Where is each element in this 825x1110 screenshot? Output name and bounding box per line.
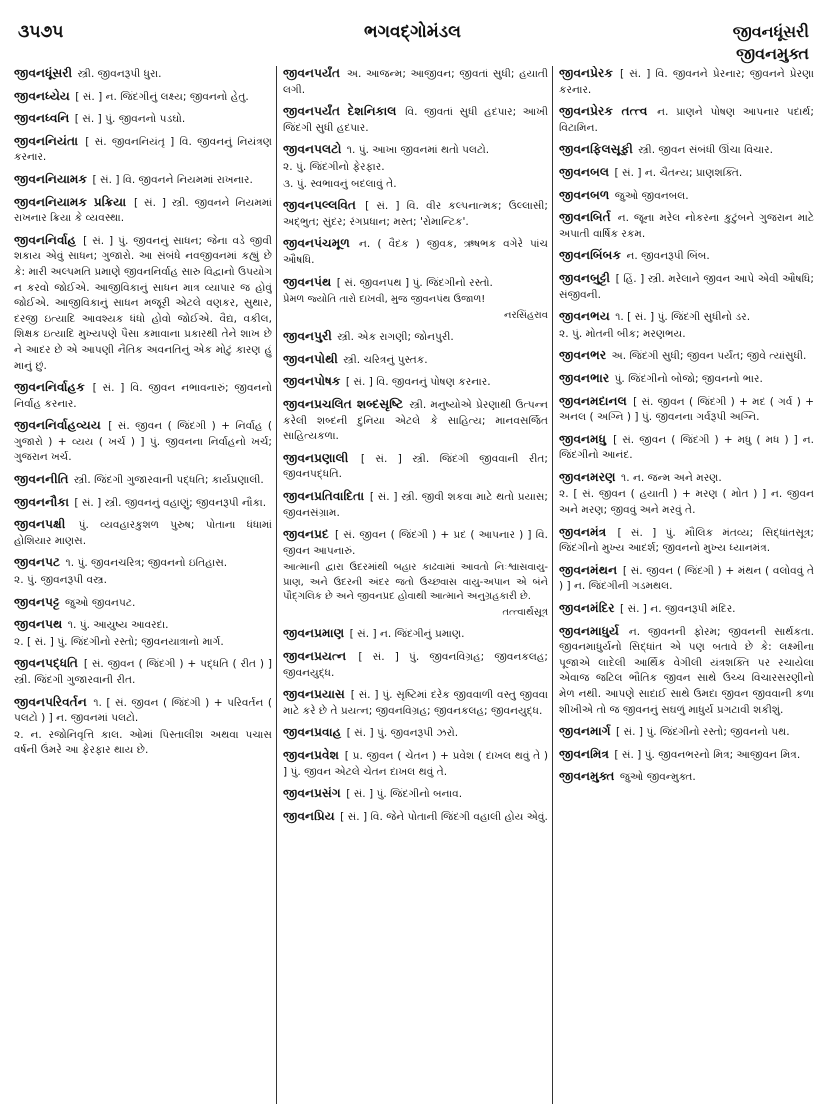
definition: [ સં. ] પું. જીવનવિગ્રહ; જીવનકલહ; જીવનયુદ્ધ. <box>283 651 548 679</box>
column-2 <box>276 66 548 1104</box>
sub-sense: ૨. [ સં. ] પું. જિંદગીનો રસ્તો; જીવનયાત્રાનો માર્ગ. <box>14 635 224 648</box>
dictionary-entry <box>559 142 814 159</box>
dictionary-entry <box>559 371 814 388</box>
page-header <box>0 0 825 62</box>
headword: જીવનપદ્ધતિ <box>14 656 78 671</box>
definition: સ્ત્રી. એક રાગણી; જોનપુરી. <box>337 331 454 344</box>
dictionary-entry <box>14 656 272 688</box>
definition: [ સં. જીવન ( જિંદગી ) + મધુ ( મધ ) ] ન. જિંદગીનો આનંદ. <box>559 433 814 462</box>
dictionary-entry <box>14 89 272 106</box>
definition: ૧. ન. જન્મ અને મરણ. <box>621 471 722 484</box>
dictionary-entry <box>559 309 814 342</box>
dictionary-entry <box>559 165 814 182</box>
dictionary-entry <box>14 495 272 512</box>
headword: જીવનમદાનલ <box>559 393 627 408</box>
definition: [ સં. ] ન. જિંદગીનું લક્ષ્ય; જીવનનો હેતુ. <box>75 90 249 103</box>
definition: જુઓ જીવન્મુક્ત. <box>619 771 696 784</box>
definition: ૧. પું. આયુષ્ય આવરદા. <box>67 619 169 632</box>
headword: જીવનમરણ <box>559 469 616 484</box>
dictionary-entry <box>14 380 272 412</box>
dictionary-entry <box>283 275 548 324</box>
headword: જીવનપ્રયત્ન <box>283 649 347 664</box>
headword: જીવનપલ્લવિત <box>283 198 357 213</box>
dictionary-entry <box>14 695 272 759</box>
headword: જીવનબલ <box>559 164 610 179</box>
headword: જીવનપટ <box>14 555 61 570</box>
sub-sense: ૨. [ સં. જીવન ( હયાતી ) + મરણ ( મોત ) ] ન. જીવન અને મરણ; જીવવું અને મરવું તે. <box>559 488 814 517</box>
dictionary-entry <box>14 172 272 189</box>
definition: [ સં. ] પું. જિંદગીનો રસ્તો; જીવનનો પથ. <box>616 726 790 739</box>
definition: [ સં. ] પું. જીવનભરનો મિત્ર; આજીવન મિત્ર. <box>614 748 801 761</box>
sub-sense: ૨. પું. મોતની બીક; મરણભય. <box>559 327 686 340</box>
headword: જીવનભય <box>559 309 610 324</box>
dictionary-entry <box>14 418 272 466</box>
definition: જુઓ જીવનબલ. <box>614 189 689 202</box>
definition: [ સં. ] ન. ચૈતન્ય; પ્રાણશક્તિ. <box>614 166 743 179</box>
headword: જીવનનિયામક <box>14 171 88 186</box>
dictionary-entry <box>14 472 272 489</box>
headword: જીવનબળ <box>559 187 610 202</box>
definition: [ સં. જીવનનિયંતૃ ] વિ. જીવનનું નિયંત્રણ કરનાર. <box>14 135 272 164</box>
definition: [ સં. ] સ્ત્રી. જીવી શકવા માટે થતો પ્રયાસ; જીવનસંગ્રામ. <box>283 490 548 519</box>
headword: જીવનફિલસૂફી <box>559 142 633 157</box>
headword: જીવનમાધુર્ય <box>559 623 620 638</box>
dictionary-entry <box>559 188 814 205</box>
headword: જીવનપ્રમાણ <box>283 626 345 641</box>
definition: [ સં. ] ન. જિંદગીનું પ્રમાણ. <box>349 628 465 641</box>
definition: [ સં. જીવન ( જિંદગી ) + મંથન ( વલોવવું તે ) ] ન. જિંદગીની ગડમથલ. <box>559 564 814 593</box>
definition: વિ. જીવતાં સુધી હદપાર; આખી જિંદગી સુધી હદપાર. <box>283 106 548 134</box>
dictionary-entry <box>559 470 814 519</box>
column-3 <box>552 66 814 1104</box>
headword: જીવનપુરી <box>283 329 332 344</box>
dictionary-title: ભગવદ્‌ગોમંડલ <box>364 22 461 42</box>
headword: જીવનપ્રદ <box>283 527 329 542</box>
headword: જીવનપ્રણાલી <box>283 450 349 465</box>
headword: જીવનબિંબક <box>559 248 622 263</box>
headword: જીવનભર <box>559 348 607 363</box>
dictionary-entry <box>559 724 814 741</box>
dictionary-entry <box>283 626 548 643</box>
definition: સ્ત્રી. જિંદગી ગુજારવાની પદ્ધતિ; કાર્યપ્રણાલી. <box>73 474 264 487</box>
definition: [ હિં. ] સ્ત્રી. મરેલાને જીવન આપે એવી ઔષધિ; સંજીવની. <box>559 272 814 301</box>
dictionary-entry <box>14 134 272 166</box>
definition: [ સં. ] પું. મૌલિક મંતવ્ય; સિદ્ધાંતસૂત્ર; જિંદગીનો મુખ્ય આદર્શ; જીવનનો મુખ્ય ધ્યાનમંત્ર. <box>559 526 814 555</box>
dictionary-entry <box>14 595 272 612</box>
headword: જીવનનૌકા <box>14 494 69 509</box>
dictionary-entry <box>283 687 548 719</box>
headword: જીવનપ્રિય <box>283 808 335 823</box>
headword: જીવનપ્રચલિત શબ્દસૃષ્ટિ <box>283 397 404 411</box>
definition: [ સં. ] સ્ત્રી. જિંદગી જીવવાની રીત; જીવનપદ્ધતિ. <box>283 452 548 481</box>
definition: પું. વ્યવહારકુશળ પુરુષ; પોતાના ધંધામાં હોશિયાર માણસ. <box>14 519 272 547</box>
definition: [ સં. ] સ્ત્રી. જીવનનું વહાણું; જીવનરૂપી નૌકા. <box>74 496 267 509</box>
dictionary-entry <box>559 271 814 303</box>
dictionary-entry <box>283 236 548 268</box>
dictionary-entry <box>283 649 548 681</box>
definition: સ્ત્રી. જીવન સંબંધી ઊંચા વિચાર. <box>638 144 773 157</box>
headword: જીવનપર્યંત <box>283 66 341 80</box>
headword: જીવનધ્વનિ <box>14 111 70 126</box>
quotation-source: નરસિંહરાવ <box>504 309 548 321</box>
headword: જીવનમુક્ત <box>559 769 615 784</box>
definition: [ સં. જીવન ( જિંદગી ) + મદ ( ગર્વ ) + અનલ ( અગ્નિ ) ] પું. જીવનના ગર્વરૂપી અગ્નિ. <box>559 395 814 424</box>
headword: જીવનપંથ <box>283 274 332 289</box>
headword: જીવનબુટ્ટી <box>559 270 611 285</box>
dictionary-entry <box>559 432 814 464</box>
definition: ન. પ્રાણને પોષણ આપનાર પદાર્થ; વિટામિન. <box>559 106 814 134</box>
definition: ન. જૂના મરેલ નોકરના કુટુંબને ગુજરાન માટે અપાતી વાર્ષિક રકમ. <box>559 212 814 240</box>
dictionary-entry <box>14 555 272 588</box>
definition: [ પ્ર. જીવન ( ચેતન ) + પ્રવેશ ( દાખલ થવું તે ) ] પું. જીવન એટલે ચેતન દાખલ થવું તે. <box>283 750 548 778</box>
definition: [ સં. ] ન. જીવનરૂપી મંદિર. <box>619 603 736 616</box>
sub-sense: ૨. ન. રજોનિવૃત્તિ કાલ. ઓમાં પિસ્તાલીશ અથવા પચાસ વર્ષની ઉંમરે આ ફેરફાર થાય છે. <box>14 728 272 757</box>
headword: જીવનપરિવર્તન <box>14 694 87 709</box>
definition: ૧. [ સં. જીવન ( જિંદગી ) + પરિવર્તન ( પલટો ) ] ન. જીવનમાં પલટો. <box>14 696 272 725</box>
headword: જીવનનીતિ <box>14 472 69 487</box>
definition: ૧. પું. આખા જીવનમાં થતો પલટો. <box>346 144 490 157</box>
definition: [ સં. ] પું. જિંદગીનો બનાવ. <box>346 788 463 801</box>
definition: [ સં. જીવનપથ ] પું. જિંદગીનો રસ્તો. <box>336 276 493 289</box>
dictionary-entry <box>283 329 548 346</box>
dictionary-entry <box>559 348 814 365</box>
definition: [ સં. ] પું. જીવનનું સાધન; જેના વડે જીવી શકાય એવું સાધન; ગુજારો. આ સંબંધે નવજીવનમાં કહ્યું છે કે: મારી અલ્પમતિ પ્રમાણે જીવનનિર્વાહ સારુ વિદ્વાનો ઉપયોગ ન કરવો જોઈએ. આજીવિકાનું સાધન માત્ર વ્યાપાર જ હોવું જોઈએ. આજીવિકાનું સાધન મજૂરી એટલે વણકર, સુથાર, દરજી ઇત્યાદિ આવશ્યક ધંધો હોવો જોઈએ. વૈદ્ય, વકીલ, શિક્ષક ઇત્યાદિ મુખ્યપણે પૈસા કમાવાના પ્રકારથી તેને શાખ છે ને આદર છે એ આપણી નૈતિક અવનતિનું એક મોટું કારણ હું માનું છું. <box>14 234 272 372</box>
dictionary-entry <box>559 104 814 136</box>
headword: જીવનનિયામક પ્રક્રિયા <box>14 194 127 209</box>
definition: [ સં. જીવન ( જિંદગી ) + પ્રદ ( આપનાર ) ] વિ. જીવન આપનારું. <box>283 529 548 557</box>
headword: જીવનપ્રયાસ <box>283 687 345 702</box>
guideword-last: જીવનમુક્ત <box>736 44 809 63</box>
headword: જીવનનિર્વાહક <box>14 380 85 395</box>
headword: જીવનપક્ષી <box>14 517 66 532</box>
definition: પું. જિંદગીનો બોજો; જીવનનો ભાર. <box>614 372 763 385</box>
dictionary-entry <box>559 563 814 595</box>
definition: [ સં. ] વિ. વીર કલ્પનાત્મક; ઉલ્લાસી; અદ્‌ભુત; સુંદર; રંગપ્રધાન; મસ્ત; 'રોમાન્ટિક'. <box>283 200 548 228</box>
dictionary-entry <box>283 489 548 521</box>
definition: ૧. [ સં. ] પું. જિંદગી સુધીનો ડર. <box>615 311 751 324</box>
definition: [ સં. ] સ્ત્રી. જીવનને નિયમમાં રાખનાર ક્રિયા કે વ્યવસ્થા. <box>14 196 272 225</box>
dictionary-entry <box>14 617 272 650</box>
definition: [ સં. ] વિ. જીવનનું પોષણ કરનાર. <box>345 376 491 389</box>
headword: જીવનપ્રેરક તત્ત્વ <box>559 104 648 119</box>
definition: [ સં. ] વિ. જીવન નભાવનારું; જીવનનો નિર્વાહ કરનાર. <box>14 382 272 410</box>
page-number: ૩૫૭૫ <box>18 22 64 42</box>
headword: જીવનબિર્ત <box>559 210 611 225</box>
dictionary-entry <box>14 517 272 549</box>
definition: ૧. પું. જીવનચરિત્ર; જીવનનો ઇતિહાસ. <box>65 557 228 570</box>
headword: જીવનમાર્ગ <box>559 724 611 739</box>
dictionary-entry <box>559 624 814 719</box>
sub-sense: ૨. પું. જિંદગીનો ફેરફાર. <box>283 160 385 173</box>
headword: જીવનમિત્ર <box>559 746 609 761</box>
headword: જીવનપ્રવાહ <box>283 725 342 740</box>
definition: સ્ત્રી. ચરિત્રનું પુસ્તક. <box>343 353 428 366</box>
dictionary-entry <box>283 104 548 136</box>
headword: જીવનનિયંતા <box>14 133 79 148</box>
sub-sense: ૨. પું. જીવનરૂપી વસ્ત્ર. <box>14 574 107 587</box>
dictionary-entry <box>14 195 272 227</box>
definition: [ સં. જીવન ( જિંદગી ) + પદ્ધતિ ( રીત ) ] સ્ત્રી. જિંદગી ગુજારવાની રીત. <box>14 658 272 686</box>
dictionary-entry <box>283 451 548 483</box>
definition: [ સં. ] પું. સૃષ્ટિમાં દરેક જીવવાળી વસ્તુ જીવવા માટે કરે છે તે પ્રયત્ન; જીવનવિગ્રહ; જીવનકલહ; જીવનયુદ્ધ. <box>283 689 548 717</box>
headword: જીવનધ્યેય <box>14 88 70 103</box>
definition: [ સં. ] વિ. જીવનને નિયમમાં રાખનાર. <box>92 173 253 186</box>
definition: અ. જિંદગી સુધી; જીવન પર્યંત; જીવે ત્યાંસુધી. <box>611 350 807 363</box>
definition: [ સં. ] વિ. જેને પોતાની જિંદગી વહાલી હોય એવું. <box>340 810 548 823</box>
dictionary-entry <box>559 248 814 265</box>
definition: [ સં. ] વિ. જીવનને પ્રેરનાર; જીવનને પ્રેરણા કરનાર. <box>559 68 814 96</box>
headword: જીવનમંથન <box>559 562 618 577</box>
dictionary-entry <box>283 748 548 780</box>
definition: જુઓ જીવનપટ. <box>65 596 136 609</box>
dictionary-entry <box>14 66 272 83</box>
dictionary-entry <box>559 394 814 426</box>
dictionary-entry <box>283 397 548 445</box>
quotation-source: તત્ત્વાર્થસૂત્ર <box>502 606 548 618</box>
dictionary-entry <box>283 198 548 230</box>
dictionary-entry <box>283 786 548 803</box>
column-1 <box>14 66 272 1104</box>
dictionary-entry <box>559 525 814 557</box>
headword: જીવનમંત્ર <box>559 524 607 539</box>
definition: ન. જીવનની ફોરમ; જીવનની સાર્થકતા. જીવનમાધુર્યનો સિદ્ધાંત એ પણ બતાવે છે કે: લક્ષ્મીના પૂજાએ લાદેલી આર્થિક વેગીલી યંત્રશક્તિ પર રચાયેલા એવાજ જટિલ ભૌતિક જીવન સાથે ઉચ્ચ વિચારસરણીનો મેળ નથી. આપણે સાદાઈ સાથે ઉમદા જીવન જીવવાની કળા શીખીએ તો જ જીવનનું સઘળું માધુર્ય પ્રગટાવી શકીશું. <box>559 625 814 716</box>
dictionary-entry <box>283 142 548 192</box>
headword: જીવનમંદિર <box>559 601 615 616</box>
definition: [ સં. જીવન ( જિંદગી ) + નિર્વાહ ( ગુજારો ) + વ્યય ( ખર્ચ ) ] પું. જીવનના નિર્વાહનો ખર્ચ; ગુજરાન ખર્ચ. <box>14 420 272 464</box>
dictionary-entry <box>559 747 814 764</box>
dictionary-entry <box>559 210 814 242</box>
dictionary-entry <box>14 233 272 374</box>
dictionary-entry <box>283 725 548 742</box>
definition: [ સં. ] પું. જીવનનો પડઘો. <box>74 113 186 126</box>
dictionary-entry <box>283 66 548 98</box>
dictionary-entry <box>283 527 548 620</box>
headword: જીવનભાર <box>559 370 610 385</box>
dictionary-entry <box>283 809 548 826</box>
headword: જીવનપ્રવેશ <box>283 748 340 762</box>
headword: જીવનપર્યંત દેશનિકાલ <box>283 104 397 119</box>
headword: જીવનપલટો <box>283 142 342 157</box>
headword: જીવનપોષક <box>283 374 341 389</box>
headword: જીવનનિર્વાહ <box>14 232 77 247</box>
headword: જીવનપ્રતિવાદિતા <box>283 488 365 503</box>
headword: જીવનપટ્ટ <box>14 594 60 609</box>
guideword-first: જીવનધૂંસરી <box>732 22 809 41</box>
definition: સ્ત્રી. મનુષ્યોએ પ્રેરણાથી ઉત્પન્ન કરેલી શબ્દની દુનિયા એટલે કે સાહિત્ય; માનવસર્જિત સાહિત્યકળા. <box>283 399 548 443</box>
headword: જીવનનિર્વાહવ્યય <box>14 418 101 433</box>
dictionary-entry <box>559 769 814 786</box>
dictionary-entry <box>283 352 548 369</box>
definition: ન. જીવનરૂપી બિંબ. <box>626 250 710 263</box>
headword: જીવનમધુ <box>559 431 607 446</box>
dictionary-entry <box>559 601 814 618</box>
definition: સ્ત્રી. જીવનરૂપી ધુરા. <box>77 68 162 80</box>
quotation: આત્માની દ્વારા ઉદરમાંથી બહાર કાઢવામાં આવતો નિઃશ્વાસવાયુ-પ્રાણ, અને ઉદરની અંદર જતો ઉચ્છ્વાસ વાયુ-અપાન એ બંને પૌદ્‌ગલિક છે અને જીવનપ્રદ હોવાથી આત્માને અનુગ્રહકારી છે. <box>283 562 548 603</box>
sub-sense: ૩. પું. સ્વભાવનું બદલાવું તે. <box>283 177 397 190</box>
headword: જીવનધૂંસરી <box>14 66 73 80</box>
headword: જીવનપંચમૂળ <box>283 236 350 251</box>
headword: જીવનપથ <box>14 617 63 632</box>
dictionary-entry <box>283 374 548 391</box>
headword: જીવનપોથી <box>283 351 338 366</box>
definition: અ. આજન્મ; આજીવન; જીવતાં સુધી; હયાતી લગી. <box>283 68 548 96</box>
quotation: પ્રેમળ જ્યોતિ તારો દાખવી, મુજ જીવનપંથ ઉજાળ! <box>283 294 486 306</box>
definition: [ સં. ] પું. જીવનરૂપી ઝરો. <box>346 727 459 740</box>
dictionary-entry <box>559 66 814 98</box>
headword: જીવનપ્રેરક <box>559 66 613 80</box>
headword: જીવનપ્રસંગ <box>283 786 341 801</box>
definition: ન. ( વૈદક ) જીવક, ઋષભક વગેરે પાંચ ઔષધિ. <box>283 238 548 266</box>
dictionary-entry <box>14 111 272 128</box>
